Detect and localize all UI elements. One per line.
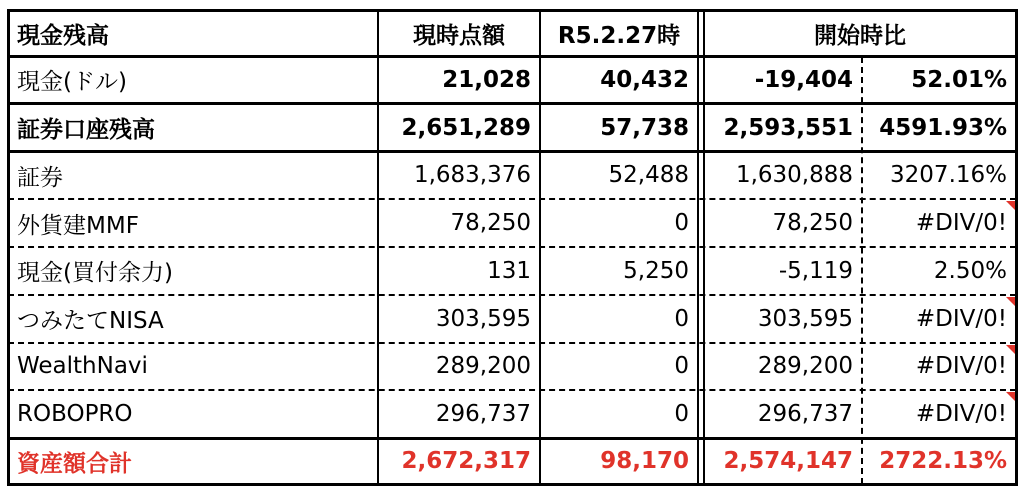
grid-line-row [8, 150, 1016, 153]
row-current: 289,200 [435, 353, 531, 380]
row-ratio: #DIV/0! [915, 353, 1007, 380]
row-diff: 78,250 [772, 210, 853, 237]
row-start: 57,738 [600, 114, 689, 141]
row-label-cell [8, 56, 378, 104]
row-start: 0 [674, 305, 689, 332]
row-current-cell [378, 343, 540, 391]
row-ratio-cell [862, 295, 1016, 343]
row-current-cell [378, 104, 540, 152]
row-current: 78,250 [450, 210, 531, 237]
header-current-cell [378, 10, 540, 56]
row-current: 303,595 [435, 305, 531, 332]
row-label-cell [8, 152, 378, 200]
row-current: 1,683,376 [413, 162, 531, 189]
row-ratio: 2.50% [933, 257, 1007, 284]
row-current-cell [378, 199, 540, 247]
row-ratio-cell [862, 343, 1016, 391]
row-ratio: 52.01% [911, 66, 1007, 93]
row-diff: 2,593,551 [723, 114, 853, 141]
row-label-cell [8, 390, 378, 438]
row-diff-cell [704, 343, 862, 391]
row-label: 現金(ドル) [17, 69, 127, 96]
grid-line-col [539, 9, 541, 486]
row-diff: -5,119 [778, 257, 853, 284]
row-current: 21,028 [442, 66, 531, 93]
row-ratio: 4591.93% [879, 114, 1007, 141]
total-current-cell [378, 438, 540, 484]
row-label: 証券口座残高 [17, 117, 155, 144]
row-start: 0 [674, 353, 689, 380]
row-start-cell [540, 390, 698, 438]
row-ratio-cell [862, 199, 1016, 247]
row-start-cell [540, 152, 698, 200]
grid-line-dashed-col [861, 57, 863, 484]
header-start: R5.2.27時 [557, 22, 681, 49]
grid-line-row [8, 437, 1016, 440]
row-start-cell [540, 104, 698, 152]
row-current-cell [378, 295, 540, 343]
row-start: 0 [674, 401, 689, 428]
header-label-cell [8, 10, 378, 56]
row-start-cell [540, 343, 698, 391]
row-ratio: 3207.16% [890, 162, 1007, 189]
row-label-cell [8, 104, 378, 152]
header-compare: 開始時比 [814, 22, 906, 49]
row-current: 131 [487, 257, 531, 284]
row-start: 0 [674, 210, 689, 237]
row-diff-cell [704, 199, 862, 247]
grid-line-left [7, 9, 10, 486]
row-label: ROBOPRO [17, 401, 133, 428]
row-ratio-cell [862, 390, 1016, 438]
row-ratio-cell [862, 152, 1016, 200]
row-diff-cell [704, 56, 862, 104]
grid-line-row [8, 102, 1016, 105]
row-diff-cell [704, 295, 862, 343]
row-ratio-cell [862, 104, 1016, 152]
row-label: つみたてNISA [17, 308, 164, 335]
row-start-cell [540, 56, 698, 104]
row-diff: 289,200 [757, 353, 853, 380]
row-current: 2,651,289 [401, 114, 531, 141]
row-diff-cell [704, 247, 862, 295]
row-ratio: #DIV/0! [915, 210, 1007, 237]
row-start-cell [540, 295, 698, 343]
row-diff-cell [704, 152, 862, 200]
row-label: 証券 [17, 164, 63, 191]
total-start: 98,170 [600, 448, 689, 474]
row-current: 296,737 [435, 401, 531, 428]
row-ratio-cell [862, 247, 1016, 295]
row-diff: -19,404 [754, 66, 853, 93]
total-start-cell [540, 438, 698, 484]
row-start: 52,488 [608, 162, 689, 189]
row-diff: 296,737 [757, 401, 853, 428]
row-start: 40,432 [600, 66, 689, 93]
row-current-cell [378, 56, 540, 104]
header-compare-cell [704, 10, 1016, 56]
grid-line-col [377, 9, 379, 486]
total-diff-cell [704, 438, 862, 484]
header-label: 現金残高 [17, 22, 109, 49]
row-label-cell [8, 199, 378, 247]
row-ratio: #DIV/0! [915, 401, 1007, 428]
row-ratio-cell [862, 56, 1016, 104]
row-label-cell [8, 295, 378, 343]
total-ratio: 2722.13% [879, 448, 1007, 474]
row-diff: 303,595 [757, 305, 853, 332]
grid-line-header [8, 55, 1016, 58]
total-label-cell [8, 438, 378, 484]
header-current: 現時点額 [413, 22, 505, 49]
grid-line-col [697, 9, 699, 486]
row-ratio: #DIV/0! [915, 305, 1007, 332]
total-current: 2,672,317 [401, 448, 531, 474]
row-diff: 1,630,888 [735, 162, 853, 189]
grid-line-row [8, 389, 1016, 391]
row-label-cell [8, 343, 378, 391]
row-start-cell [540, 247, 698, 295]
row-current-cell [378, 390, 540, 438]
row-current-cell [378, 247, 540, 295]
row-start: 5,250 [623, 257, 689, 284]
row-diff-cell [704, 104, 862, 152]
grid-line-row [8, 246, 1016, 248]
grid-line-right [1015, 9, 1018, 486]
total-label: 資産額合計 [17, 450, 132, 477]
row-label-cell [8, 247, 378, 295]
total-ratio-cell [862, 438, 1016, 484]
row-current-cell [378, 152, 540, 200]
grid-line-col [703, 9, 705, 486]
grid-line-top [8, 9, 1016, 12]
header-start-cell [540, 10, 698, 56]
grid-line-row [8, 342, 1016, 344]
row-start-cell [540, 199, 698, 247]
total-diff: 2,574,147 [723, 448, 853, 474]
row-diff-cell [704, 390, 862, 438]
grid-line-row [8, 294, 1016, 296]
grid-line-row [8, 198, 1016, 200]
row-label: 外貨建MMF [17, 212, 139, 239]
row-label: WealthNavi [17, 353, 148, 380]
grid-line-bottom [8, 483, 1016, 486]
row-label: 現金(買付余力) [17, 260, 173, 287]
